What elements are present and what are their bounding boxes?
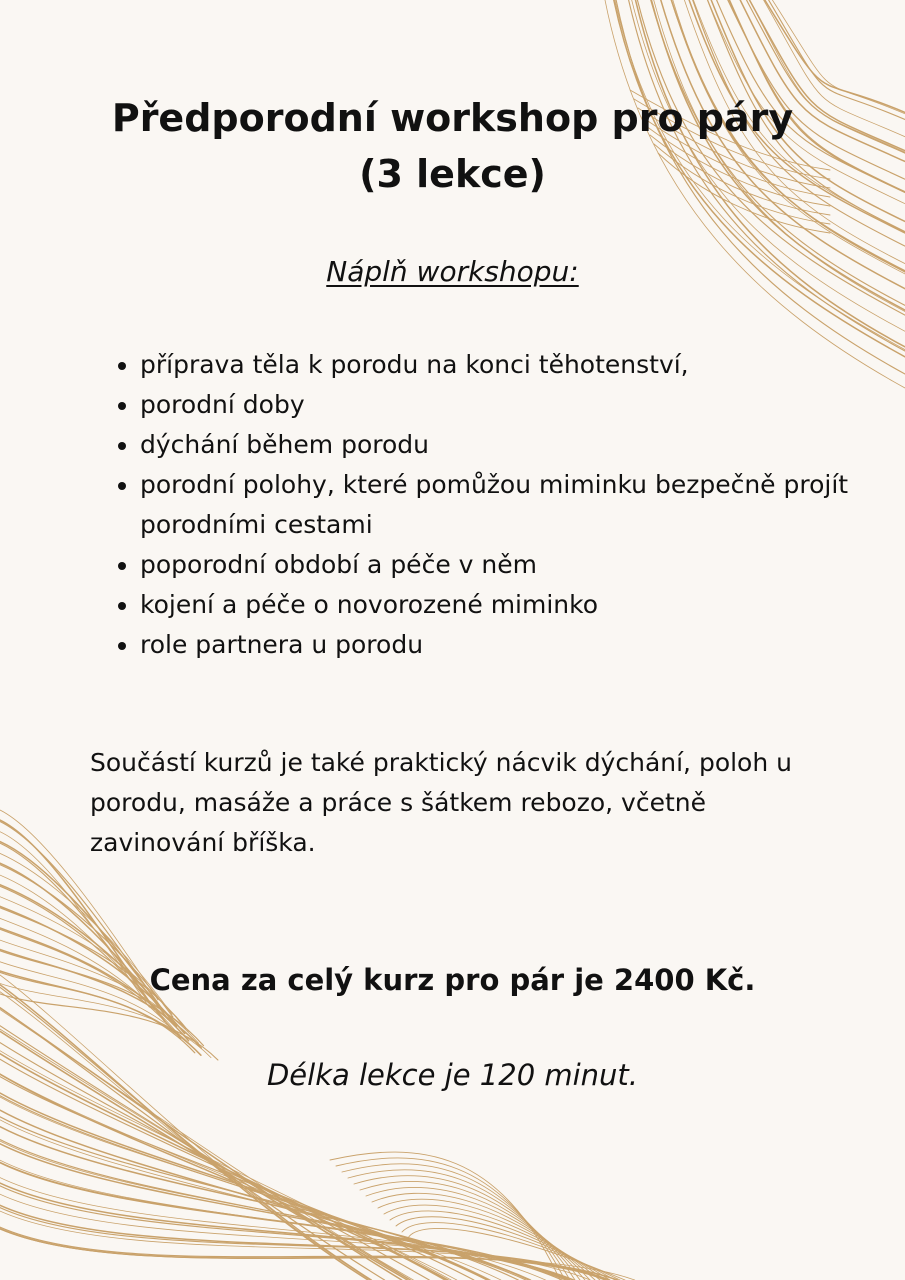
decorative-stroke xyxy=(0,1074,447,1280)
duration-text: Délka lekce je 120 minut. xyxy=(266,1058,639,1092)
decorative-stroke xyxy=(372,1193,595,1280)
decorative-stroke xyxy=(408,1228,625,1280)
decorative-stroke xyxy=(0,1093,488,1280)
decorative-stroke xyxy=(0,987,372,1280)
decorative-stroke xyxy=(0,1097,490,1280)
decorative-stroke xyxy=(0,1163,562,1280)
title-line-2: (3 lekce) xyxy=(359,152,546,196)
decorative-stroke xyxy=(360,1182,585,1280)
decorative-stroke xyxy=(0,1229,617,1280)
decorative-stroke xyxy=(348,1170,575,1280)
decorative-stroke xyxy=(354,1176,580,1280)
decorative-stroke xyxy=(0,1178,568,1280)
decorative-stroke xyxy=(0,1144,531,1280)
decorative-stroke xyxy=(336,1158,565,1280)
decorative-stroke xyxy=(0,975,370,1280)
decorative-stroke xyxy=(396,1217,615,1280)
decorative-stroke xyxy=(0,1110,489,1280)
decorative-stroke xyxy=(0,1211,606,1280)
decorative-stroke xyxy=(0,1186,566,1280)
decorative-stroke xyxy=(0,1127,529,1280)
decorative-stroke xyxy=(0,1194,590,1280)
decorative-stroke xyxy=(0,1140,526,1280)
decorative-stroke xyxy=(0,886,167,1024)
decorative-stroke xyxy=(0,1117,518,1280)
decorative-stroke xyxy=(0,1008,402,1280)
decorative-stroke xyxy=(378,1199,600,1280)
list-item: • příprava těla k porodu na konci těhotenství, xyxy=(140,345,860,385)
title-line-1: Předporodní workshop pro páry xyxy=(111,96,794,140)
decorative-stroke xyxy=(0,1141,529,1280)
description-paragraph: Součástí kurzů je také praktický nácvik dýchání, poloh u porodu, masáže a práce s šátkem rebozo, včetně zavinování bříška. xyxy=(90,748,792,857)
decorative-stroke xyxy=(0,1229,635,1280)
list-item: • poporodní období a péče v něm xyxy=(140,545,860,585)
topic-list xyxy=(90,345,860,665)
price-text: Cena za celý kurz pro pár je 2400 Kč. xyxy=(149,963,756,997)
decorative-stroke xyxy=(0,1227,606,1280)
decorative-stroke xyxy=(0,1010,411,1280)
section-heading: Náplň workshopu: xyxy=(326,255,579,288)
bottom-line-art xyxy=(0,975,635,1280)
list-item: • porodní polohy, které pomůžou miminku bezpečně projít porodními cestami xyxy=(140,465,860,545)
decorative-stroke xyxy=(390,1211,610,1280)
page-title xyxy=(40,90,865,202)
decorative-stroke xyxy=(0,1160,546,1280)
decorative-stroke xyxy=(0,994,218,1060)
decorative-stroke xyxy=(0,1162,570,1280)
decorative-stroke xyxy=(342,1164,570,1280)
list-item: • porodní doby xyxy=(140,385,860,425)
decorative-stroke xyxy=(384,1205,605,1280)
list-item: • dýchání během porodu xyxy=(140,425,860,465)
decorative-stroke xyxy=(0,1205,609,1280)
decorative-stroke xyxy=(330,1152,560,1280)
decorative-stroke xyxy=(0,885,176,1027)
decorative-stroke xyxy=(0,992,371,1280)
list-item: • role partnera u porodu xyxy=(140,625,860,665)
decorative-stroke xyxy=(0,1074,457,1280)
decorative-stroke xyxy=(0,1120,501,1280)
decorative-stroke xyxy=(366,1187,590,1280)
decorative-stroke xyxy=(402,1223,620,1280)
list-item: • kojení a péče o novorozené miminko xyxy=(140,585,860,625)
decorative-stroke xyxy=(0,1096,487,1280)
decorative-stroke xyxy=(0,1008,385,1280)
decorative-stroke xyxy=(0,1077,474,1280)
decorative-stroke xyxy=(0,1208,605,1280)
decorative-stroke xyxy=(0,985,368,1280)
decorative-stroke xyxy=(0,1183,574,1280)
